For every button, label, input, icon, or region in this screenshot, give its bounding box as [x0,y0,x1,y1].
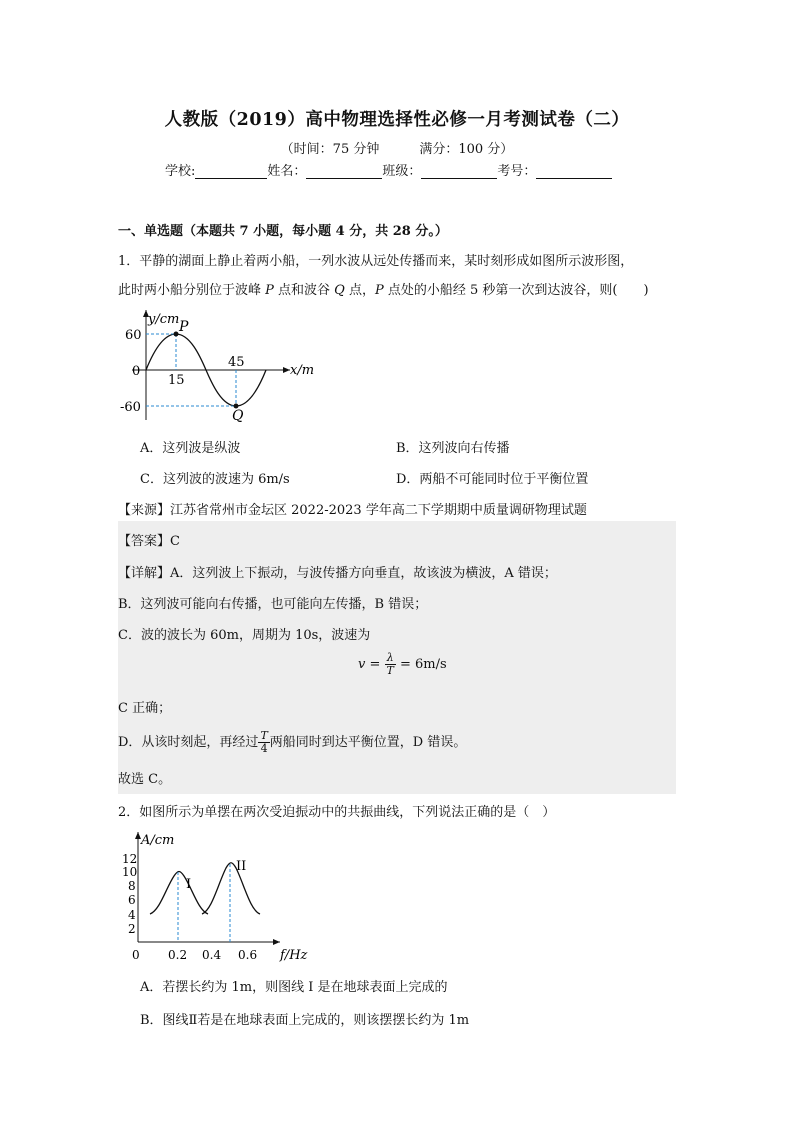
class-label: 班级： [382,164,422,179]
q1-detail-c: C．波的波长为 60m，周期为 10s，波速为 [118,628,371,643]
y-axis-label: y/cm [148,312,180,327]
q1-stem-line1: 1．平静的湖面上静止着两小船，一列水波从远处传播而来，某时刻形成如图所示波形图， [118,254,634,269]
q1-stem-line2 [118,279,649,298]
curve-i-label: I [186,877,192,892]
section-heading: 一、单选题（本题共 7 小题，每小题 4 分，共 28 分。） [118,224,448,239]
fraction-denominator: 4 [260,742,268,755]
exam-time: （时间：75 分钟 [280,142,380,157]
var-p: P [374,283,384,298]
q2-stem: 2．如图所示为单摆在两次受迫振动中的共振曲线，下列说法正确的是（ ） [118,805,556,820]
page-title: 人教版（2019）高中物理选择性必修一月考测试卷（二） [164,110,630,130]
var-p: P [265,283,274,298]
q1-detail-d [118,730,466,755]
q1-source: 【来源】江苏省常州市金坛区 2022-2023 学年高二下学期期中质量调研物理试题 [118,503,587,518]
student-info-fields [165,160,612,179]
tick-neg60: -60 [120,400,141,415]
y-tick: 4 [128,908,136,922]
q1-option-b[interactable]: B．这列波向右传播 [396,441,510,456]
exam-info [0,138,794,157]
exam-no-blank[interactable] [536,164,612,179]
name-blank[interactable] [306,164,382,179]
q1-option-d[interactable]: D．两船不可能同时位于平衡位置 [396,472,589,487]
exam-no-label: 考号： [497,164,537,179]
q1-option-a[interactable]: A．这列波是纵波 [140,441,241,456]
q1-option-c[interactable]: C．这列波的波速为 6m/s [140,472,290,487]
wave-figure [118,304,328,426]
q2-option-b[interactable]: B．图线Ⅱ若是在地球表面上完成的，则该摆摆长约为 1m [140,1013,470,1028]
velocity-formula [358,652,447,677]
q1-detail-d-text: 两船同时到达平衡位置，D 错误。 [269,735,467,750]
quarter-period-fraction [258,730,269,755]
formula-fraction [385,652,396,677]
formula-denominator: T [386,664,394,677]
tick-0: 0 [132,364,141,379]
curve-ii-label: II [236,859,247,874]
trough-label: Q [232,408,244,424]
y-tick: 12 [122,852,138,866]
q1-stem-text: 点和波谷 [273,283,335,298]
school-label: 学校: [165,164,196,179]
name-label: 姓名： [267,164,307,179]
q1-stem-text: 点处的小船经 5 秒第一次到达波谷，则( ) [383,283,649,298]
tick-45: 45 [228,355,245,370]
x-tick: 0.4 [202,948,222,962]
q2-option-a[interactable]: A．若摆长约为 1m，则图线 I 是在地球表面上完成的 [140,980,448,995]
q1-answer: 【答案】C [118,534,180,549]
x-tick: 0.6 [238,948,258,962]
q1-stem-text: 此时两小船分别位于波峰 [118,283,266,298]
peak-label: P [179,319,189,335]
x-tick: 0.2 [168,948,188,962]
class-blank[interactable] [421,164,497,179]
y-tick: 2 [128,922,136,936]
y-tick: 8 [128,879,136,893]
tick-15: 15 [168,373,185,388]
exam-score: 满分：100 分） [419,142,514,157]
y-tick: 10 [122,865,138,879]
y-axis-label: A/cm [141,833,175,848]
x-axis-label: x/m [290,363,315,378]
formula-numerator: λ [385,652,396,665]
fraction-numerator: T [260,729,268,742]
q1-detail-a: 【详解】A．这列波上下振动，与波传播方向垂直，故该波为横波，A 错误； [118,566,557,581]
formula-eq: = [365,657,385,672]
q1-detail-b: B．这列波可能向右传播，也可能向左传播，B 错误； [118,597,428,612]
var-q: Q [334,283,345,298]
q1-conclusion: 故选 C。 [118,772,172,787]
resonance-figure [118,828,308,964]
q1-detail-c-conclusion: C 正确； [118,701,172,716]
y-tick: 6 [128,893,136,907]
x-tick: 0 [132,948,140,962]
school-blank[interactable] [195,164,267,179]
point-p [174,332,179,337]
curve-i [150,872,208,915]
x-axis-label: f/Hz [280,948,308,963]
q1-detail-d-text: D．从该时刻起，再经过 [118,735,259,750]
formula-v: v [358,657,366,672]
q1-stem-text: 点， [344,283,375,298]
formula-result: = 6m/s [395,657,447,672]
tick-60: 60 [125,328,142,343]
curve-ii [202,863,260,914]
